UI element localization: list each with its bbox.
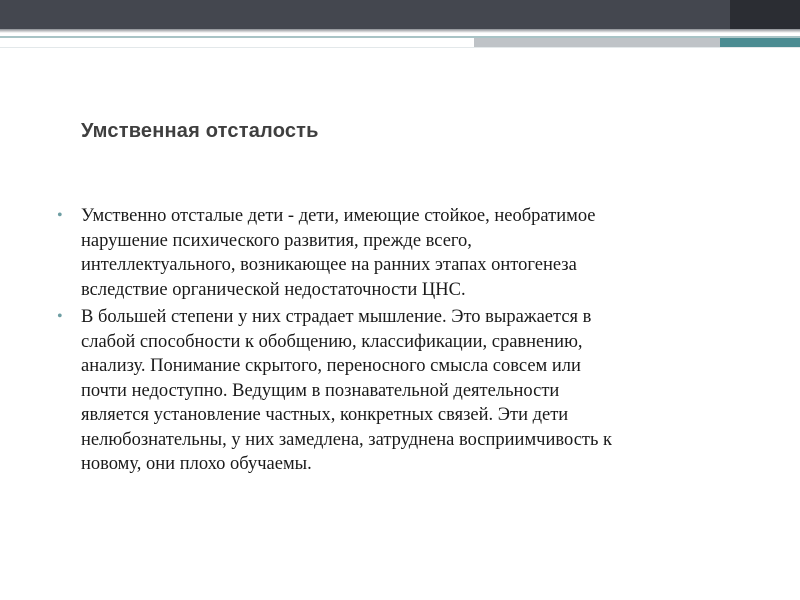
bullet-line: анализу. Понимание скрытого, переносного смысла совсем или <box>81 356 581 376</box>
header-band-dark <box>0 0 800 29</box>
bullet-list <box>54 204 734 480</box>
header-band-dark-accent <box>730 0 800 29</box>
bullet-item-definition <box>54 204 734 302</box>
header-band-shadow <box>0 29 800 33</box>
header-lower-line <box>0 47 800 48</box>
bullet-item-thinking <box>54 305 734 477</box>
bullet-line: почти недоступно. Ведущим в познавательной деятельности <box>81 380 560 401</box>
bullet-line: нелюбознательны, у них замедлена, затруднена восприимчивость к <box>81 429 613 450</box>
bullet-line: новому, они плохо обучаемы. <box>81 454 312 474</box>
bullet-line: нарушение психического развития, прежде всего, <box>81 230 472 251</box>
bullet-line: В большей степени у них страдает мышление. Это выражается в <box>81 307 592 327</box>
bullet-marker: • <box>57 207 63 224</box>
bullet-line: слабой способности к обобщению, классификации, сравнению, <box>81 331 583 352</box>
bullet-line: Умственно отсталые дети - дети, имеющие стойкое, необратимое <box>81 206 596 226</box>
header-band-teal <box>720 38 800 47</box>
bullet-line: является установление частных, конкретных связей. Эти дети <box>81 405 569 425</box>
bullet-marker: • <box>57 308 63 325</box>
bullet-line: интеллектуального, возникающее на ранних этапах онтогенеза <box>81 255 577 275</box>
slide-title: Умственная отсталость <box>81 120 319 142</box>
bullet-line: вследствие органической недостаточности ЦНС. <box>81 279 466 300</box>
